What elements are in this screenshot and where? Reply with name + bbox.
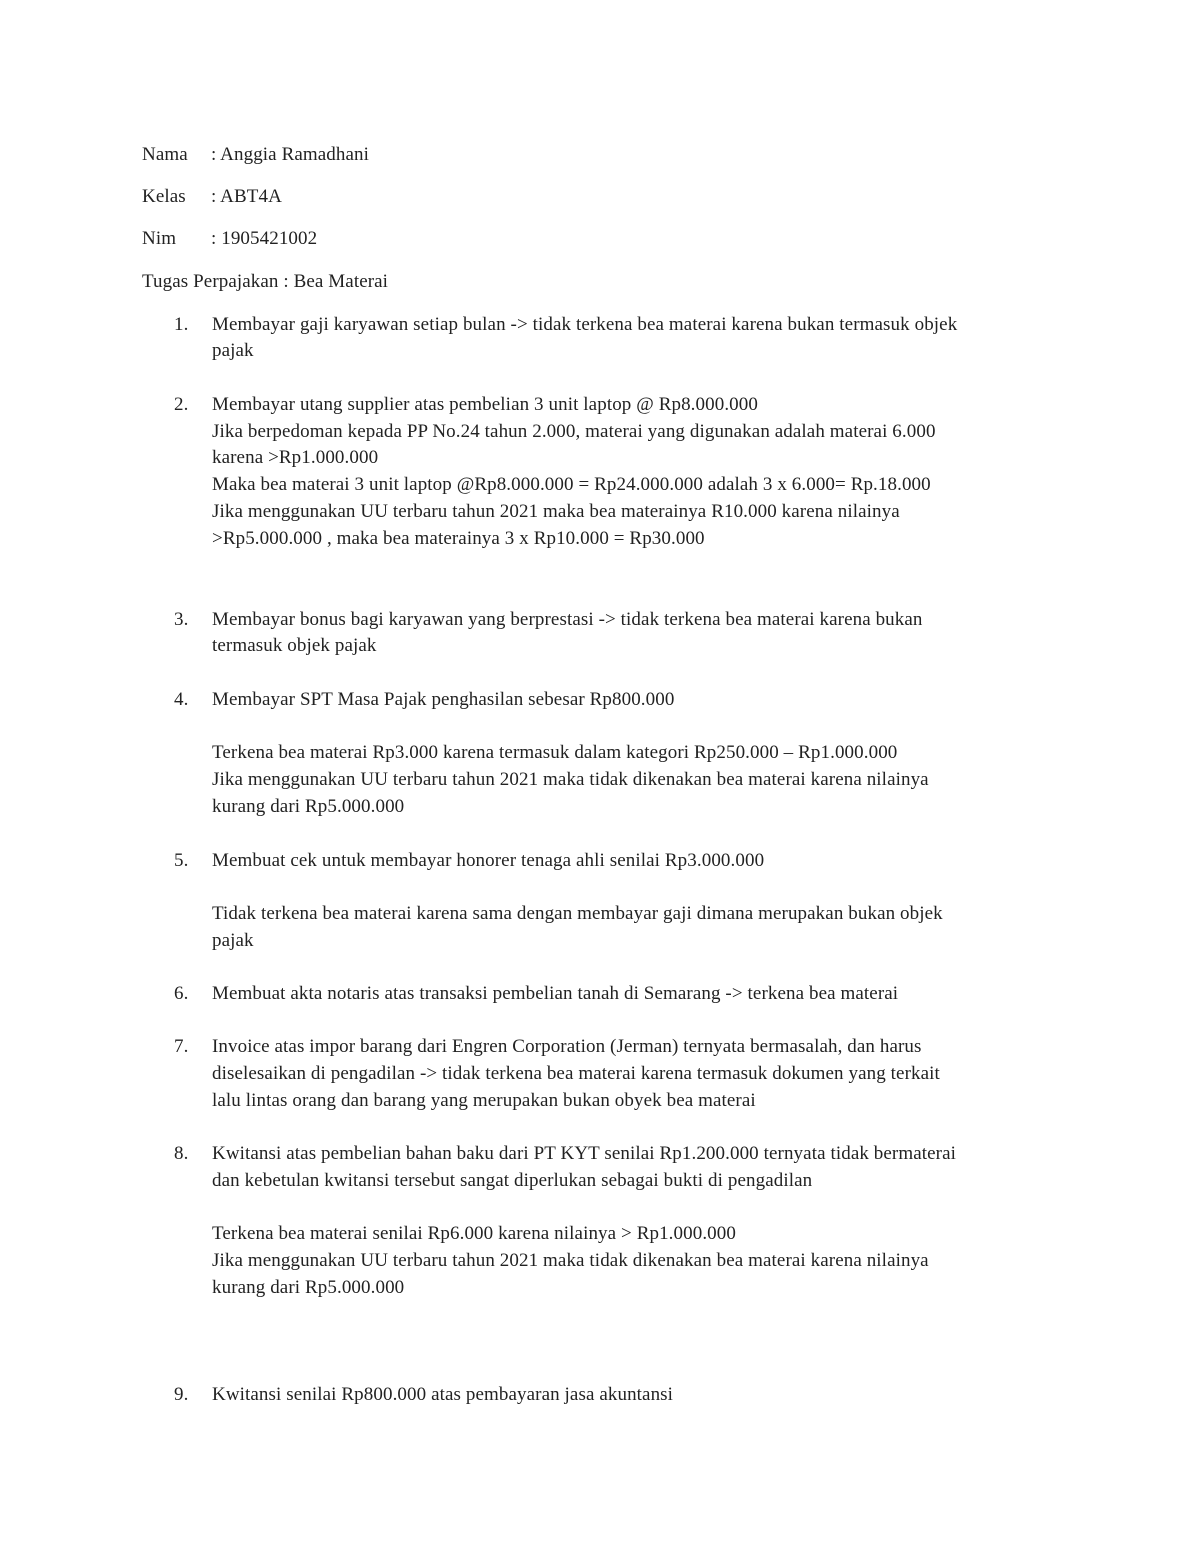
kelas-label: Kelas (142, 186, 186, 207)
item-text-line: diselesaikan di pengadilan -> tidak terkena bea materai karena termasuk dokumen yang terkait (212, 1063, 940, 1084)
nama-value: : Anggia Ramadhani (211, 144, 369, 165)
assignment-title: Tugas Perpajakan : Bea Materai (142, 271, 389, 292)
item-text-line: Terkena bea materai senilai Rp6.000 karena nilainya > Rp1.000.000 (212, 1223, 736, 1244)
item-text-line: Terkena bea materai Rp3.000 karena termasuk dalam kategori Rp250.000 – Rp1.000.000 (212, 742, 898, 763)
item-text-line: Jika menggunakan UU terbaru tahun 2021 maka tidak dikenakan bea materai karena nilainya (212, 769, 929, 790)
item-text-line: pajak (212, 340, 254, 361)
item-text-line: Jika menggunakan UU terbaru tahun 2021 maka bea materainya R10.000 karena nilainya (212, 501, 900, 522)
item-text-line: termasuk objek pajak (212, 635, 377, 656)
item-number: 7. (174, 1036, 189, 1057)
nim-label: Nim (142, 228, 177, 249)
item-number: 1. (174, 314, 189, 335)
item-number: 8. (174, 1143, 189, 1164)
item-number: 9. (174, 1384, 189, 1405)
item-text-line: Invoice atas impor barang dari Engren Corporation (Jerman) ternyata bermasalah, dan harus (212, 1036, 922, 1057)
item-number: 6. (174, 983, 189, 1004)
item-text-line: pajak (212, 930, 254, 951)
item-text-line: Maka bea materai 3 unit laptop @Rp8.000.000 = Rp24.000.000 adalah 3 x 6.000= Rp.18.000 (212, 474, 931, 495)
item-number: 2. (174, 394, 189, 415)
item-text-line: Membuat cek untuk membayar honorer tenaga ahli senilai Rp3.000.000 (212, 850, 765, 871)
item-text-line: kurang dari Rp5.000.000 (212, 1277, 405, 1298)
item-number: 5. (174, 850, 189, 871)
nama-label: Nama (142, 144, 188, 165)
item-text-line: >Rp5.000.000 , maka bea materainya 3 x Rp10.000 = Rp30.000 (212, 528, 705, 549)
item-text-line: Tidak terkena bea materai karena sama dengan membayar gaji dimana merupakan bukan objek (212, 903, 943, 924)
nim-value: : 1905421002 (211, 228, 318, 249)
item-number: 3. (174, 609, 189, 630)
item-text-line: Jika berpedoman kepada PP No.24 tahun 2.000, materai yang digunakan adalah materai 6.000 (212, 421, 936, 442)
item-text-line: Kwitansi atas pembelian bahan baku dari PT KYT senilai Rp1.200.000 ternyata tidak bermaterai (212, 1143, 957, 1164)
item-text-line: karena >Rp1.000.000 (212, 447, 379, 468)
item-text-line: Membayar gaji karyawan setiap bulan -> tidak terkena bea materai karena bukan termasuk objek (212, 314, 958, 335)
item-text-line: Jika menggunakan UU terbaru tahun 2021 maka tidak dikenakan bea materai karena nilainya (212, 1250, 929, 1271)
item-text-line: kurang dari Rp5.000.000 (212, 796, 405, 817)
item-text-line: Membuat akta notaris atas transaksi pembelian tanah di Semarang -> terkena bea materai (212, 983, 899, 1004)
item-number: 4. (174, 689, 189, 710)
item-text-line: Kwitansi senilai Rp800.000 atas pembayaran jasa akuntansi (212, 1384, 674, 1405)
item-text-line: Membayar SPT Masa Pajak penghasilan sebesar Rp800.000 (212, 689, 675, 710)
kelas-value: : ABT4A (211, 186, 282, 207)
item-text-line: Membayar bonus bagi karyawan yang berprestasi -> tidak terkena bea materai karena bukan (212, 609, 923, 630)
item-text-line: Membayar utang supplier atas pembelian 3 unit laptop @ Rp8.000.000 (212, 394, 758, 415)
item-text-line: lalu lintas orang dan barang yang merupakan bukan obyek bea materai (212, 1090, 756, 1111)
item-text-line: dan kebetulan kwitansi tersebut sangat diperlukan sebagai bukti di pengadilan (212, 1170, 813, 1191)
